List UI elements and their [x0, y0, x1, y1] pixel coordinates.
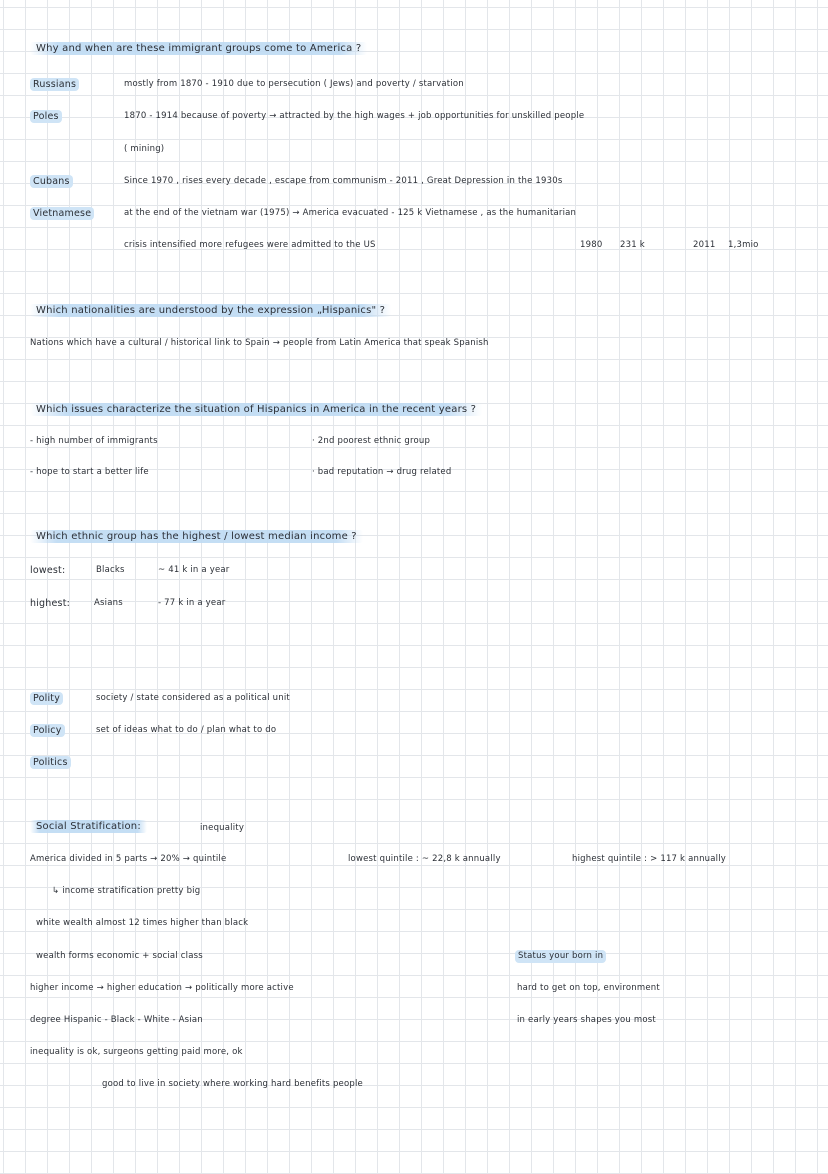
poles-text-1: 1870 - 1914 because of poverty → attracted by the high wages + job opportunities for unskilled people: [124, 111, 585, 121]
term-polity-label: Polity: [30, 692, 63, 705]
label-cubans: Cubans: [30, 175, 73, 188]
strat-line-5: higher income → higher education → politically more active: [30, 983, 294, 993]
label-russians: Russians: [30, 78, 79, 91]
strat-line-7: inequality is ok, surgeons getting paid more, ok: [30, 1047, 243, 1057]
strat-line-3: white wealth almost 12 times higher than black: [36, 918, 249, 928]
income-highest-group: Asians: [94, 598, 123, 608]
stratification-title: Social Stratification:: [30, 820, 147, 833]
vietnamese-year-1980: 1980: [580, 240, 603, 250]
issue-right-2: · bad reputation → drug related: [312, 467, 452, 477]
term-politics-label: Politics: [30, 756, 71, 769]
issue-left-2: - hope to start a better life: [30, 467, 149, 477]
label-vietnamese: Vietnamese: [30, 207, 94, 220]
term-polity-text: society / state considered as a political unit: [96, 693, 290, 703]
strat-lowest-quintile: lowest quintile : ~ 22,8 k annually: [348, 854, 501, 864]
strat-early: in early years shapes you most: [517, 1015, 656, 1025]
income-lowest-label: lowest:: [30, 565, 66, 576]
issue-right-1: · 2nd poorest ethnic group: [312, 436, 431, 446]
income-lowest-value: ~ 41 k in a year: [158, 565, 230, 575]
income-highest-label: highest:: [30, 598, 71, 609]
vietnamese-text-1: at the end of the vietnam war (1975) → America evacuated - 125 k Vietnamese , as the humanitarian: [124, 208, 577, 218]
strat-line-4: wealth forms economic + social class: [36, 951, 203, 961]
vietnamese-value-1980: 231 k: [620, 240, 645, 250]
strat-hard: hard to get on top, environment: [517, 983, 660, 993]
strat-line-2: ↳ income stratification pretty big: [52, 886, 201, 896]
income-lowest-group: Blacks: [96, 565, 125, 575]
vietnamese-year-2011: 2011: [693, 240, 716, 250]
question-income: Which ethnic group has the highest / lowest median income ?: [30, 530, 363, 543]
question-hispanics: Which nationalities are understood by the expression „Hispanics" ?: [30, 304, 391, 317]
strat-highest-quintile: highest quintile : > 117 k annually: [572, 854, 727, 864]
cubans-text: Since 1970 , rises every decade , escape from communism - 2011 , Great Depression in the 1930s: [124, 176, 563, 186]
vietnamese-text-2: crisis intensified more refugees were admitted to the US: [124, 240, 376, 250]
question-immigration: Why and when are these immigrant groups come to America ?: [30, 42, 367, 55]
stratification-subtitle: inequality: [200, 823, 245, 833]
vietnamese-value-2011: 1,3mio: [728, 240, 759, 250]
russians-text: mostly from 1870 - 1910 due to persecution ( Jews) and poverty / starvation: [124, 79, 464, 89]
term-policy-text: set of ideas what to do / plan what to do: [96, 725, 277, 735]
income-highest-value: - 77 k in a year: [158, 598, 226, 608]
hispanics-answer: Nations which have a cultural / historical link to Spain → people from Latin America that speak Spanish: [30, 338, 489, 348]
strat-line-1: America divided in 5 parts → 20% → quintile: [30, 854, 227, 864]
strat-line-8: good to live in society where working hard benefits people: [102, 1079, 363, 1089]
strat-status: Status your born in: [515, 950, 606, 963]
question-issues: Which issues characterize the situation of Hispanics in America in the recent years ?: [30, 403, 482, 416]
poles-text-2: ( mining): [124, 144, 165, 154]
strat-line-6: degree Hispanic - Black - White - Asian: [30, 1015, 203, 1025]
term-policy-label: Policy: [30, 724, 65, 737]
issue-left-1: - high number of immigrants: [30, 436, 158, 446]
label-poles: Poles: [30, 110, 62, 123]
